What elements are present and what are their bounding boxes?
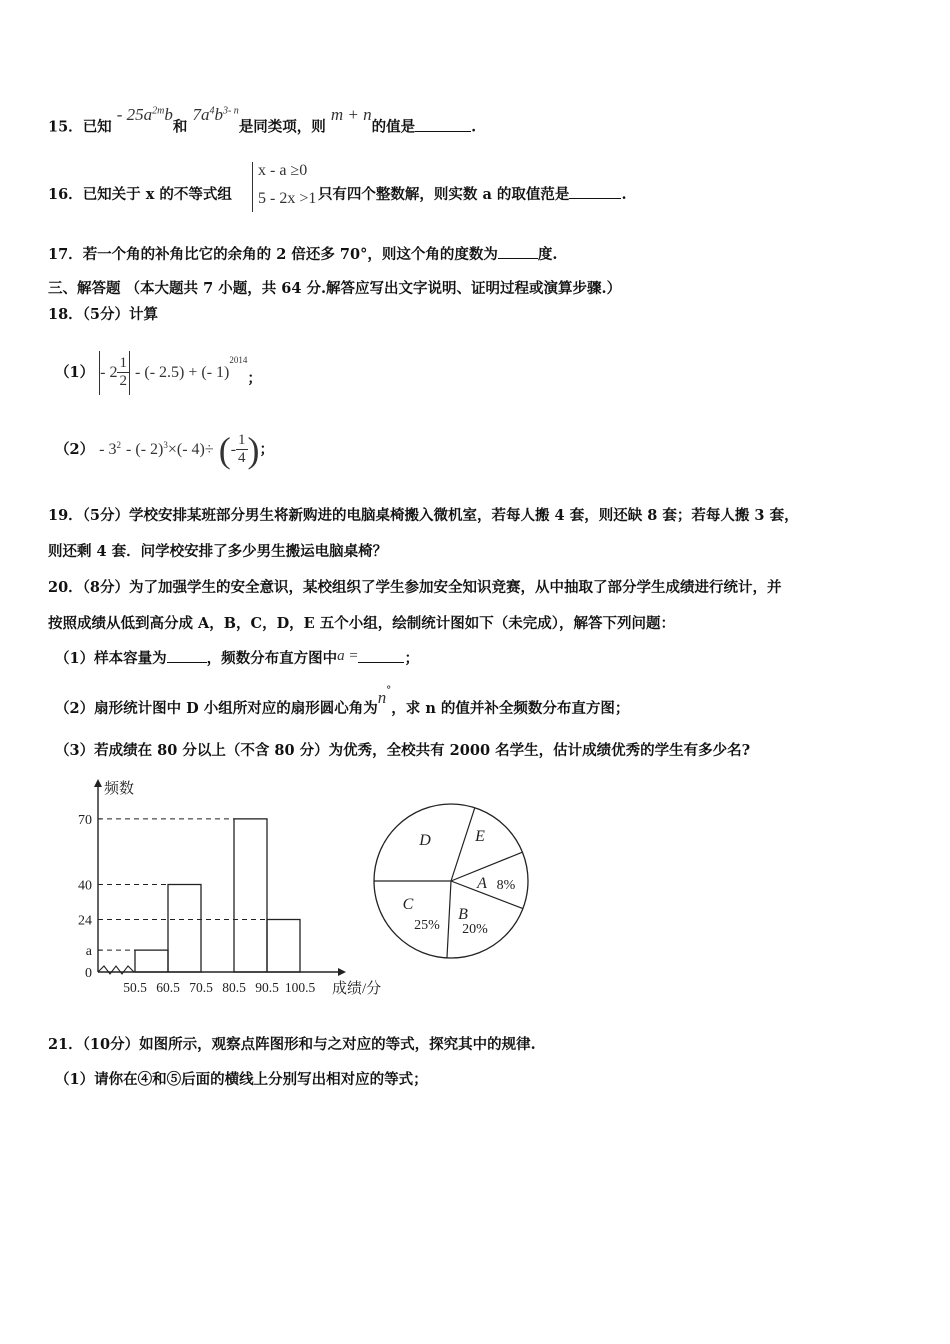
pie-label-D: D	[419, 832, 431, 849]
x-tick-label: 70.5	[189, 980, 213, 995]
x-axis-label: 成绩/分	[332, 981, 382, 997]
pie-percent: 8%	[496, 878, 516, 893]
y-tick-label: 0	[85, 966, 92, 981]
question-17: 17．若一个角的补角比它的余角的 2 倍还多 70°，则这个角的度数为 度.	[48, 246, 558, 263]
x-tick-label: 90.5	[255, 980, 279, 995]
q21-part1: （1）请你在④和⑤后面的横线上分别写出相对应的等式；	[55, 1071, 428, 1088]
y-tick-label: 40	[78, 878, 92, 894]
question-19-line2: 则还剩 4 套．问学校安排了多少男生搬运电脑桌椅？	[48, 543, 388, 560]
math-expr-3: m + n	[330, 104, 372, 124]
answer-blank	[569, 184, 621, 199]
q20-part2: （2）扇形统计图中 D 小组所对应的扇形圆心角为n°，求 n 的值并补全频数分布直方图；	[55, 685, 630, 717]
q20-part3: （3）若成绩在 80 分以上（不含 80 分）为优秀，全校共有 2000 名学生，估计成绩优秀的学生有多少名?	[55, 742, 751, 759]
y-tick-label: 70	[78, 812, 92, 828]
answer-blank	[415, 117, 471, 132]
q18-part2: $(2) - 3^2$ - (- 2)$^3$×(- 4)÷ (- $\frac{1}{4}$ )；	[55, 429, 275, 470]
x-tick-label: 50.5	[123, 980, 147, 995]
pie-label-A: A	[477, 875, 487, 892]
section-title: 三、解答题 （本大题共 7 小题，共 64 分.解答应写出文字说明、证明过程或演算步骤.）	[48, 280, 622, 297]
pie-percent: 20%	[462, 922, 488, 937]
question-20-line2: 按照成绩从低到高分成 A，B，C，D，E 五个小组，绘制统计图如下（未完成），解答下列问题：	[48, 615, 676, 632]
histogram-bar	[234, 819, 267, 972]
answer-blank	[498, 244, 538, 259]
question-15: 15．已知 - $25a^{2m}b$和 $7a^4b^{3- n}$是同类项，则 m + n的值是 .	[48, 104, 477, 136]
question-18: 18．（5分）计算	[48, 306, 159, 323]
pie-percent: 25%	[414, 918, 440, 933]
y-axis-label: 频数	[104, 781, 135, 797]
question-19-line1: 19．（5分）学校安排某班部分男生将新购进的电脑桌椅搬入微机室，若每人搬 4 套，则还缺 8 套；若每人搬 3 套，	[48, 507, 799, 524]
axis-break	[98, 966, 134, 974]
math-expr-2: $7a^4b^{3- n}$	[192, 104, 239, 124]
question-21-line1: 21．（10分）如图所示，观察点阵图形和与之对应的等式，探究其中的规律.	[48, 1036, 536, 1053]
y-axis-arrow	[94, 779, 102, 787]
math-expr-1: - $25a^{2m}b$	[116, 104, 173, 124]
y-tick-label: a	[85, 944, 92, 960]
q20-part1: （1）样本容量为 ，频数分布直方图中a = ；	[55, 648, 419, 667]
pie-label-B: B	[458, 906, 468, 923]
histogram-bar	[135, 950, 168, 972]
x-tick-label: 60.5	[156, 980, 180, 995]
pie-slice-boundary	[451, 808, 475, 881]
inequality-2: 5 - 2x >1	[258, 190, 317, 207]
x-axis-arrow	[338, 968, 346, 976]
x-tick-label: 80.5	[222, 980, 246, 995]
q18-part1: （1） - 2 $\frac{1}{2}$ - (- 2.5) + (- 1)$^{2014}$；	[55, 344, 262, 397]
y-tick-label: 24	[78, 913, 92, 929]
x-tick-label: 100.5	[284, 980, 316, 995]
question-20-line1: 20．（8分）为了加强学生的安全意识，某校组织了学生参加安全知识竞赛，从中抽取了部分学生成绩进行统计，并	[48, 579, 782, 596]
question-16: 16．已知关于 x 的不等式组 只有四个整数解，则实数 a 的取值范是 .	[48, 186, 627, 203]
pie-label-C: C	[402, 896, 414, 913]
pie-label-E: E	[475, 828, 485, 845]
histogram-bar	[168, 885, 201, 973]
pie-slice-boundary	[447, 881, 451, 958]
histogram	[40, 775, 390, 1005]
histogram-bar	[267, 920, 300, 973]
pie-chart	[366, 796, 536, 966]
inequality-1: x - a ≥0	[258, 162, 308, 179]
